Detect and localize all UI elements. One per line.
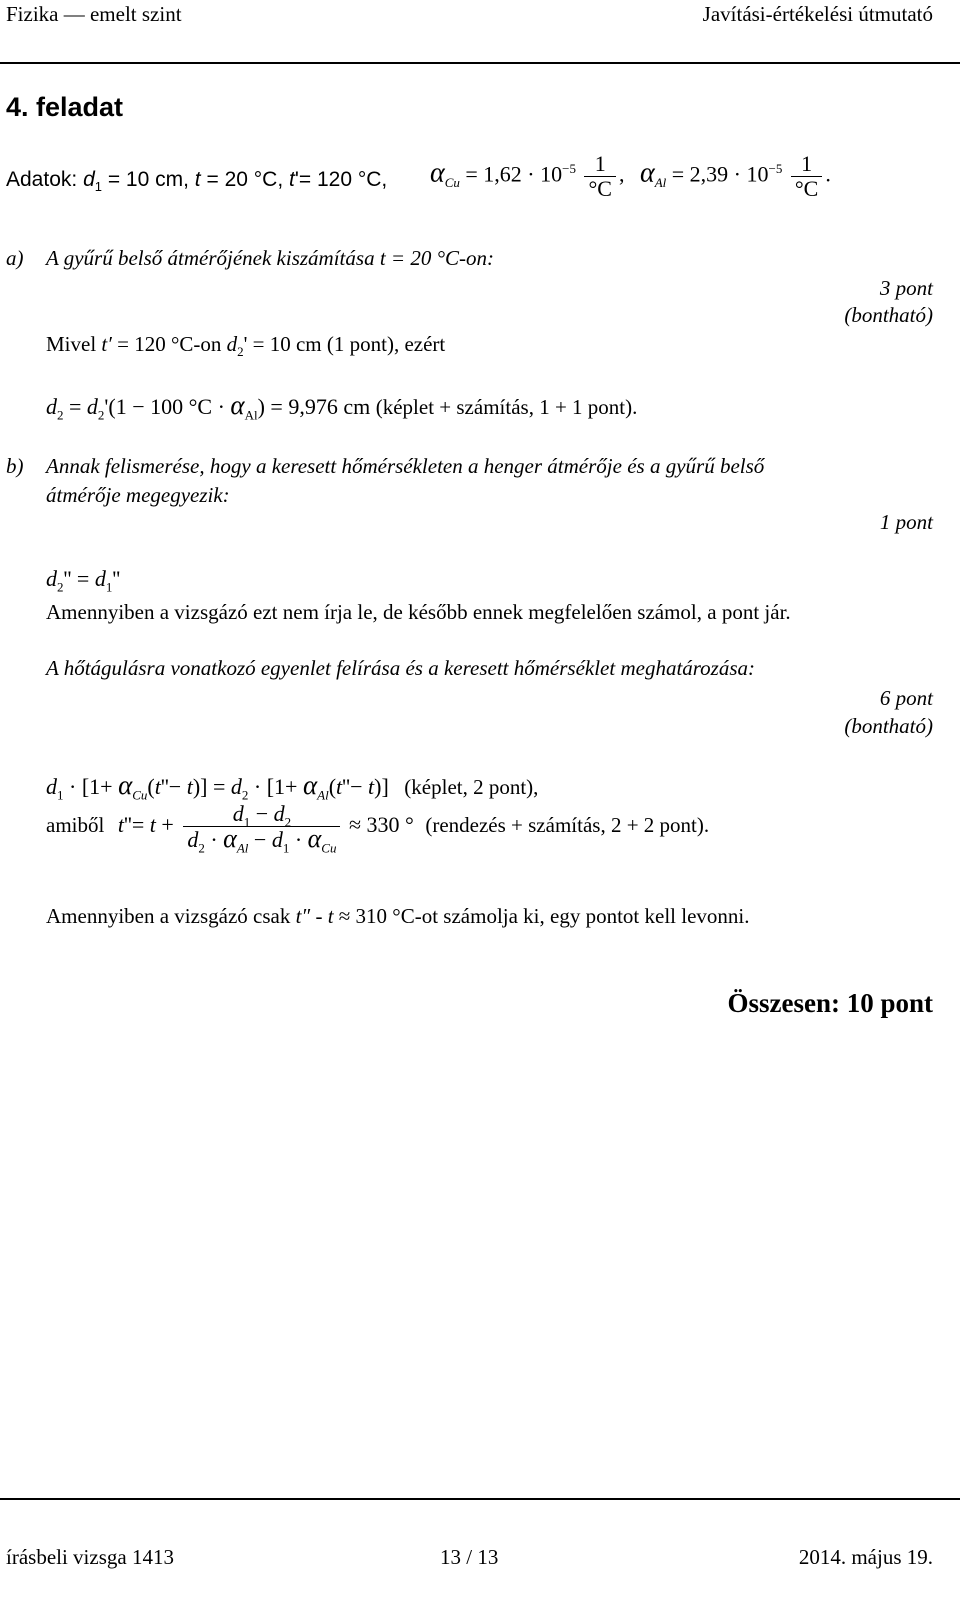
- part-b-note-2: Amennyiben a vizsgázó csak t″ - t ≈ 310 °C-ot számolja ki, egy pontot kell levonni.: [46, 904, 750, 928]
- alpha-al-value: = 2,39 · 10: [671, 161, 769, 187]
- header-rule: [0, 62, 960, 64]
- part-b-note-1: Amennyiben a vizsgázó ezt nem írja le, de később ennek megfelelően számol, a pont jár.: [46, 600, 791, 624]
- part-b-heading-3: A hőtágulásra vonatkozó egyenlet felírása és a keresett hőmérséklet meghatározása:: [46, 656, 756, 680]
- alpha-cu-exp: −5: [562, 161, 576, 177]
- footer-center: 13 / 13: [440, 1545, 499, 1569]
- part-b-points-2-note: (bontható): [844, 714, 933, 738]
- part-b-eq3-result: ≈ 330 °: [348, 812, 414, 838]
- part-b-eq3: amiből t''= t + $\frac{d_1 - d_2}{d_2 \cdot \alpha_{Al} - d_1 \cdot \alpha_{Cu}}$ ≈ 330 ° (rendezés + számítás, 2 + 2 pont).: [46, 801, 710, 856]
- data-prefix: Adatok:: [6, 168, 78, 191]
- data-t: = 20 °C,: [206, 168, 284, 191]
- part-a-points-note: (bontható): [844, 303, 933, 327]
- part-b-eq3-note: (rendezés + számítás, 2 + 2 pont).: [425, 813, 710, 838]
- alpha-al-unit: $\frac{1}{^\circ C}$: [791, 152, 822, 201]
- footer-right: 2014. május 19.: [798, 1545, 933, 1569]
- part-b-eq2: $d_1 \cdot [1+ \alpha_{Cu}(t''- t)] = d_2 \cdot [1+ \alpha_{Al}(t''- t)]$ (képlet, 2 pont),: [46, 770, 539, 803]
- part-a-points: 3 pont: [879, 276, 933, 300]
- part-b-heading-1: Annak felismerése, hogy a keresett hőmérsékleten a henger átmérője és a gyűrű belső: [46, 454, 765, 478]
- header-left: Fizika — emelt szint: [6, 2, 182, 26]
- part-b-points-2: 6 pont: [879, 686, 933, 710]
- part-b-eq1: $d_2'' = d_1''$: [46, 566, 121, 595]
- part-a-formula: $d_2 = d_2'(1 - 100$ $^\circ C \cdot \alpha_{Al}) = 9,976$ cm (képlet + számítás, 1 + 1 pont).: [46, 390, 638, 423]
- part-a-line1: Mivel t′ = 120 °C-on $d_2' = 10$ cm (1 pont), ezért: [46, 332, 446, 360]
- footer-left: írásbeli vizsga 1413: [6, 1545, 174, 1569]
- data-line: Adatok: $d_1 = 10$ cm, t = 20 °C, t'= 120 °C,: [6, 168, 388, 195]
- task-title: 4. feladat: [6, 92, 124, 122]
- alpha-al: $\alpha_{Al} = 2,39 \cdot 10^{-5}$ $\frac{1}{^\circ C}$ .: [640, 151, 831, 201]
- part-b-points-1: 1 pont: [879, 510, 933, 534]
- data-tprime: '= 120 °C,: [294, 168, 388, 191]
- part-a-heading: A gyűrű belső átmérőjének kiszámítása t = 20 °C-on:: [46, 246, 494, 270]
- alpha-cu-unit: $\frac{1}{^\circ C}$: [584, 152, 615, 201]
- header-right: Javítási-értékelési útmutató: [702, 2, 933, 26]
- alpha-al-exp: −5: [768, 161, 783, 177]
- alpha-cu-value: = 1,62 · 10: [465, 161, 563, 187]
- part-b-eq2-note: (képlet, 2 pont),: [404, 775, 539, 799]
- part-a-label: a): [6, 246, 24, 270]
- part-b-label: b): [6, 454, 24, 478]
- alpha-cu: $\alpha_{Cu} = 1,62 \cdot 10^{-5}$ $\frac{1}{^\circ C}$ ,: [430, 151, 625, 201]
- part-a-formula-note: (képlet + számítás, 1 + 1 pont).: [375, 395, 638, 419]
- footer-rule: [0, 1498, 960, 1500]
- total-score: Összesen: 10 pont: [727, 988, 933, 1018]
- part-b-heading-2: átmérője megegyezik:: [46, 483, 230, 507]
- data-d1: = 10 cm,: [107, 168, 189, 191]
